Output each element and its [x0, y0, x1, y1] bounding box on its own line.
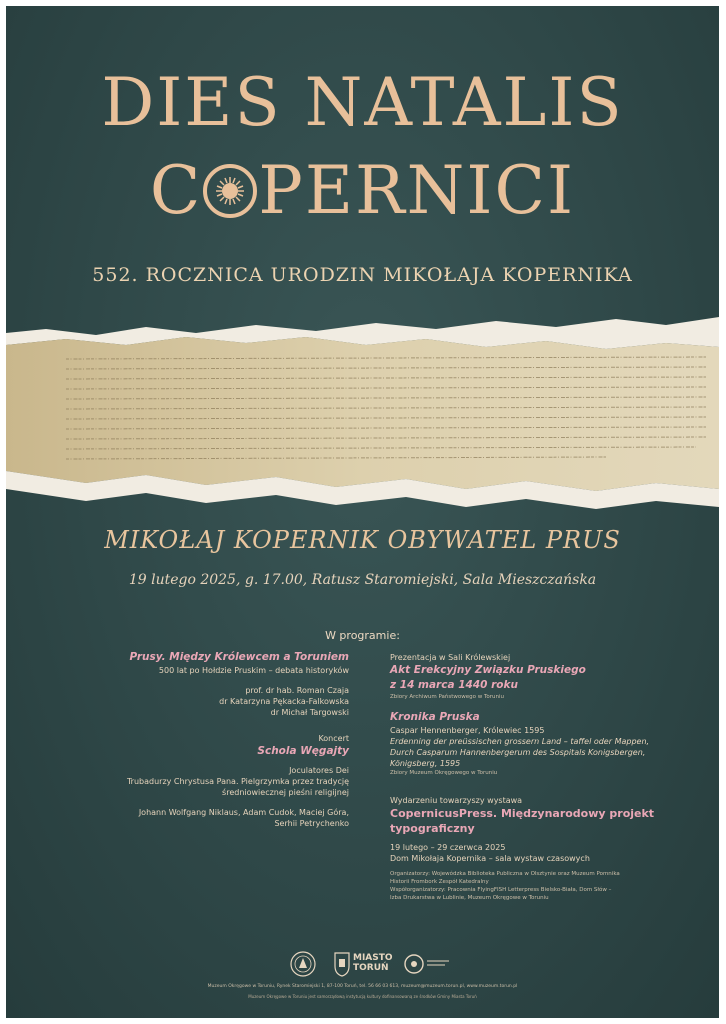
act-title: z 14 marca 1440 roku	[390, 679, 518, 691]
organizers-line: Organizatorzy: Wojewódzka Biblioteka Publiczna w Olsztynie oraz Muzeum Pomnika	[390, 871, 620, 877]
exhibit-dates: 19 lutego – 29 czerwca 2025	[390, 843, 506, 852]
presentation-label: Prezentacja w Sali Królewskiej	[390, 653, 511, 662]
organizers-line: Współorganizatorzy: Pracownia FlyingFISH Letterpress Bielsko-Biała, Dom Słów –	[390, 887, 612, 893]
speaker: dr Katarzyna Pękacka-Falkowska	[219, 697, 349, 706]
title-line-2-rest: PERNICI	[258, 152, 576, 229]
footer-contact: Muzeum Okręgowe w Toruniu, Rynek Staromiejski 1, 87-100 Toruń, tel. 56 66 03 613, muzeum@muzeum.torun.pl, www.muzeum.torun.pl	[207, 984, 518, 989]
chronicle-desc: Durch Casparum Hannenbergerum des Sospitals Konigsbergen,	[390, 748, 646, 757]
concert-label: Koncert	[318, 734, 349, 743]
concert-line: Trubadurzy Chrystusa Pana. Pielgrzymka przez tradycję	[126, 777, 349, 786]
logos-row	[6, 950, 719, 980]
footer-note: Muzeum Okręgowe w Toruniu jest samorządową instytucją kultury dofinansowaną ze środków Gminy Miasta Toruń	[248, 994, 477, 999]
city-logo-line1: MIASTO	[353, 953, 393, 963]
exhibit-title: CopernicusPress. Międzynarodowy projekt	[390, 807, 655, 820]
torun-coat-of-arms-icon	[333, 950, 351, 978]
act-source: Zbiory Archiwum Państwowego w Toruniu	[390, 694, 505, 700]
chronicle-desc: Königsberg, 1595	[390, 759, 461, 768]
museum-seal-logo	[289, 950, 317, 978]
sun-o-icon	[202, 163, 258, 219]
debate-subtitle: 500 lat po Hołdzie Pruskim – debata historyków	[158, 666, 349, 675]
exhibit-title: typograficzny	[390, 822, 475, 835]
title-line-2	[6, 152, 719, 229]
exhibit-label: Wydarzeniu towarzyszy wystawa	[390, 796, 523, 805]
program-heading: W programie:	[325, 629, 400, 642]
event-dateline: 19 lutego 2025, g. 17.00, Ratusz Staromiejski, Sala Mieszczańska	[128, 572, 597, 588]
act-title: Akt Erekcyjny Związku Pruskiego	[390, 664, 586, 676]
chronicle-source: Zbiory Muzeum Okręgowego w Toruniu	[390, 770, 498, 776]
chronicle-desc: Erdenning der preüssischen grossern Land – taffel oder Mappen,	[390, 737, 650, 746]
event-heading: MIKOŁAJ KOPERNIK OBYWATEL PRUS	[104, 526, 621, 554]
program-left-column	[49, 650, 349, 829]
title-line-2-c: C	[149, 152, 203, 229]
debate-title: Prusy. Między Królewcem a Toruniem	[129, 651, 349, 663]
program-right-column	[390, 650, 710, 902]
copernicus-house-logo	[403, 950, 451, 978]
title-line-1: DIES NATALIS	[101, 64, 624, 141]
organizers-line: Historii Frombork Zespół Katedralny	[390, 879, 489, 885]
performers-line: Serhii Petrychenko	[274, 819, 349, 828]
exhibit-place: Dom Mikołaja Kopernika – sala wystaw czasowych	[390, 854, 590, 863]
subtitle: 552. ROCZNICA URODZIN MIKOŁAJA KOPERNIKA	[92, 264, 633, 286]
poster	[6, 6, 719, 1018]
concert-title: Schola Węgajty	[257, 745, 349, 757]
performers-line: Johann Wolfgang Niklaus, Adam Cudok, Maciej Góra,	[138, 808, 349, 817]
concert-line: Joculatores Dei	[289, 766, 349, 775]
manuscript-strip	[6, 311, 719, 511]
organizers-line: Izba Drukarstwa w Lublinie, Muzeum Okręgowe w Toruniu	[390, 895, 549, 901]
speaker: prof. dr hab. Roman Czaja	[245, 686, 349, 695]
concert-line: średniowiecznej pieśni religijnej	[222, 788, 349, 797]
city-logo-text	[353, 953, 393, 981]
chronicle-title: Kronika Pruska	[390, 711, 480, 723]
speaker: dr Michał Targowski	[270, 708, 349, 717]
city-logo-line2: TORUŃ	[353, 963, 389, 973]
chronicle-author: Caspar Hennenberger, Królewiec 1595	[390, 726, 545, 735]
